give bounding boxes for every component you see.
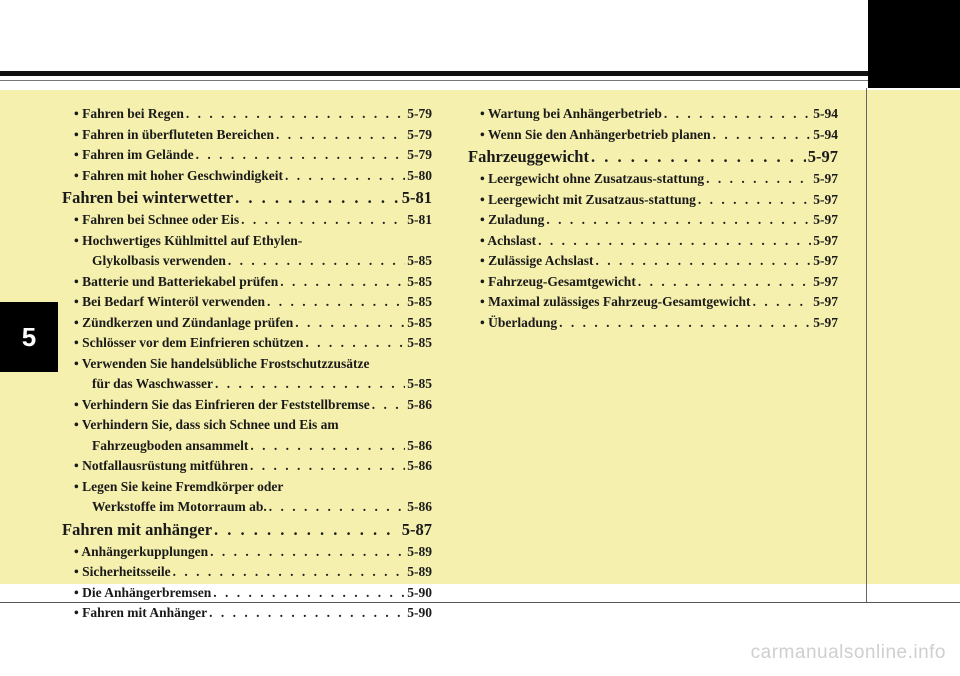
toc-page-number: 5-79 (407, 147, 432, 162)
toc-entry[interactable] (62, 231, 432, 272)
toc-entry[interactable] (62, 395, 432, 416)
toc-entry[interactable] (62, 333, 432, 354)
toc-page-number: 5-86 (407, 396, 432, 412)
toc-entry[interactable] (62, 583, 432, 604)
toc-entry-label: • Wartung bei Anhängerbetrieb (480, 106, 662, 121)
toc-entry[interactable] (468, 190, 838, 211)
toc-entry-label-cont: Fahrzeugboden ansammelt (92, 437, 249, 453)
toc-page-number: 5-79 (407, 106, 432, 121)
toc-section-title: Fahrzeuggewicht (468, 147, 589, 166)
toc-entry-label: • Überladung (480, 314, 558, 330)
toc-entry-label: • Verwenden Sie handelsübliche Frostschutzzusätze (74, 355, 370, 371)
toc-entry-label: • Hochwertiges Kühlmittel auf Ethylen- (74, 232, 303, 248)
dot-leader (186, 104, 405, 125)
toc-page-number: 5-85 (407, 253, 432, 268)
toc-page-number: 5-97 (813, 314, 838, 330)
toc-entry[interactable] (468, 292, 838, 313)
toc-page-number: 5-81 (401, 188, 432, 207)
toc-entry-label: • Wenn Sie den Anhängerbetrieb planen (480, 126, 711, 142)
toc-page-number: 5-97 (813, 212, 838, 227)
header-rule (0, 71, 868, 76)
dot-leader (305, 333, 405, 354)
toc-entry[interactable] (468, 169, 838, 190)
toc-page-number: 5-85 (407, 314, 432, 330)
toc-page-number: 5-86 (407, 458, 432, 473)
toc-entry[interactable] (62, 456, 432, 477)
toc-column-left (62, 104, 432, 624)
toc-page-number: 5-86 (407, 499, 432, 514)
toc-entry-label: • Schlösser vor dem Einfrieren schützen (74, 335, 304, 350)
dot-leader (713, 125, 812, 146)
toc-entry-label: • Zündkerzen und Zündanlage prüfen (74, 314, 294, 330)
toc-page-number: 5-97 (813, 191, 838, 207)
toc-entry[interactable] (468, 231, 838, 252)
header-rule-thin (0, 80, 868, 81)
toc-entry-label-cont: für das Waschwasser (92, 376, 214, 391)
toc-entry[interactable] (62, 562, 432, 583)
toc-entry[interactable] (468, 313, 838, 334)
toc-page-number: 5-85 (407, 335, 432, 350)
toc-entry-label: • Zulässige Achslast (480, 253, 594, 268)
toc-section-title: Fahren mit anhänger (62, 519, 213, 539)
dot-leader (295, 313, 405, 334)
dot-leader (285, 166, 405, 187)
toc-entry[interactable] (62, 313, 432, 334)
toc-entry-label: • Fahren bei Regen (74, 106, 184, 121)
toc-page-number: 5-97 (813, 232, 838, 248)
toc-page-number: 5-97 (813, 171, 838, 186)
dot-leader (664, 104, 811, 125)
toc-page-number: 5-94 (813, 106, 838, 121)
toc-entry-label: • Fahren mit hoher Geschwindigkeit (74, 167, 283, 183)
dot-leader (267, 292, 405, 313)
dot-leader (546, 210, 811, 231)
dot-leader (372, 395, 406, 416)
toc-entry-label-cont: Glykolbasis verwenden (92, 253, 226, 268)
dot-leader (250, 436, 405, 457)
dot-leader (276, 125, 405, 146)
toc-entry-label: • Fahren im Gelände (74, 147, 194, 162)
dot-leader (210, 542, 405, 563)
toc-entry-label: • Verhindern Sie, dass sich Schnee und Eis am (74, 417, 339, 432)
dot-leader (209, 603, 405, 624)
toc-section[interactable] (62, 186, 432, 210)
toc-entry[interactable] (62, 477, 432, 518)
toc-page-number: 5-89 (407, 564, 432, 579)
toc-entry[interactable] (468, 210, 838, 231)
dot-leader (596, 251, 812, 272)
dot-leader (228, 251, 405, 272)
toc-entry-label: • Verhindern Sie das Einfrieren der Feststellbremse (74, 396, 370, 412)
corner-tab (868, 0, 960, 88)
dot-leader (215, 374, 405, 395)
toc-page-number: 5-81 (407, 212, 432, 227)
toc-entry-label: • Die Anhängerbremsen (74, 584, 212, 600)
dot-leader (241, 210, 405, 231)
toc-entry-label: • Fahren mit Anhänger (74, 605, 208, 620)
toc-entry-label: • Anhängerkupplungen (74, 543, 209, 559)
dot-leader (173, 562, 406, 583)
toc-page-number: 5-85 (407, 294, 432, 309)
toc-entry-label: • Fahrzeug-Gesamtgewicht (480, 273, 636, 289)
dot-leader (638, 272, 811, 293)
toc-entry-label: • Bei Bedarf Winteröl verwenden (74, 294, 265, 309)
toc-entry-label: • Leergewicht mit Zusatzaus-stattung (480, 191, 696, 207)
toc-entry-label: • Maximal zulässiges Fahrzeug-Gesamtgewicht (480, 294, 751, 309)
toc-section[interactable] (62, 518, 432, 542)
toc-page-number: 5-87 (401, 519, 432, 539)
dot-leader (213, 583, 405, 604)
toc-page-number: 5-97 (813, 253, 838, 268)
toc-section[interactable] (468, 145, 838, 169)
toc-entry[interactable] (62, 603, 432, 624)
toc-entry-label: • Zuladung (480, 212, 545, 227)
right-margin-rule (866, 88, 867, 603)
toc-page-number: 5-97 (807, 147, 838, 166)
dot-leader (280, 272, 405, 293)
toc-entry[interactable] (62, 210, 432, 231)
toc-entry[interactable] (62, 166, 432, 187)
toc-entry-label: • Achslast (480, 232, 537, 248)
toc-column-right (468, 104, 838, 333)
toc-entry[interactable] (62, 415, 432, 456)
toc-entry-label: • Sicherheitsseile (74, 564, 171, 579)
toc-section-title: Fahren bei winterwetter (62, 188, 234, 207)
toc-entry[interactable] (468, 104, 838, 125)
toc-entry[interactable] (468, 125, 838, 146)
dot-leader (753, 292, 812, 313)
toc-entry[interactable] (62, 354, 432, 395)
dot-leader (591, 145, 806, 169)
dot-leader (559, 313, 811, 334)
toc-entry[interactable] (62, 542, 432, 563)
toc-entry-label: • Legen Sie keine Fremdkörper oder (74, 478, 284, 494)
toc-entry-label: • Fahren bei Schnee oder Eis (74, 212, 240, 227)
toc-entry-label: • Notfallausrüstung mitführen (74, 458, 248, 473)
toc-entry[interactable] (62, 145, 432, 166)
toc-page-number: 5-79 (407, 126, 432, 142)
toc-entry[interactable] (468, 272, 838, 293)
toc-entry-label-cont: Werkstoffe im Motorraum ab. (92, 499, 267, 514)
dot-leader (538, 231, 811, 252)
toc-entry[interactable] (62, 104, 432, 125)
dot-leader (214, 518, 400, 542)
toc-page-number: 5-90 (407, 605, 432, 620)
toc-page-number: 5-89 (407, 543, 432, 559)
dot-leader (706, 169, 811, 190)
dot-leader (269, 497, 406, 518)
toc-page-number: 5-97 (813, 294, 838, 309)
toc-entry[interactable] (62, 125, 432, 146)
toc-entry[interactable] (468, 251, 838, 272)
toc-page-number: 5-80 (407, 167, 432, 183)
toc-page-number: 5-86 (407, 437, 432, 453)
toc-entry[interactable] (62, 292, 432, 313)
toc-page-number: 5-94 (813, 126, 838, 142)
toc-entry-label: • Leergewicht ohne Zusatzaus-stattung (480, 171, 705, 186)
watermark: carmanualsonline.info (750, 642, 946, 663)
toc-entry[interactable] (62, 272, 432, 293)
dot-leader (250, 456, 405, 477)
dot-leader (698, 190, 811, 211)
chapter-tab[interactable]: 5 (0, 302, 58, 372)
dot-leader (196, 145, 406, 166)
toc-page-number: 5-85 (407, 273, 432, 289)
toc-entry-label: • Fahren in überfluteten Bereichen (74, 126, 274, 142)
toc-page-number: 5-85 (407, 376, 432, 391)
toc-entry-label: • Batterie und Batteriekabel prüfen (74, 273, 279, 289)
toc-page-number: 5-90 (407, 584, 432, 600)
toc-page-number: 5-97 (813, 273, 838, 289)
dot-leader (235, 186, 400, 210)
